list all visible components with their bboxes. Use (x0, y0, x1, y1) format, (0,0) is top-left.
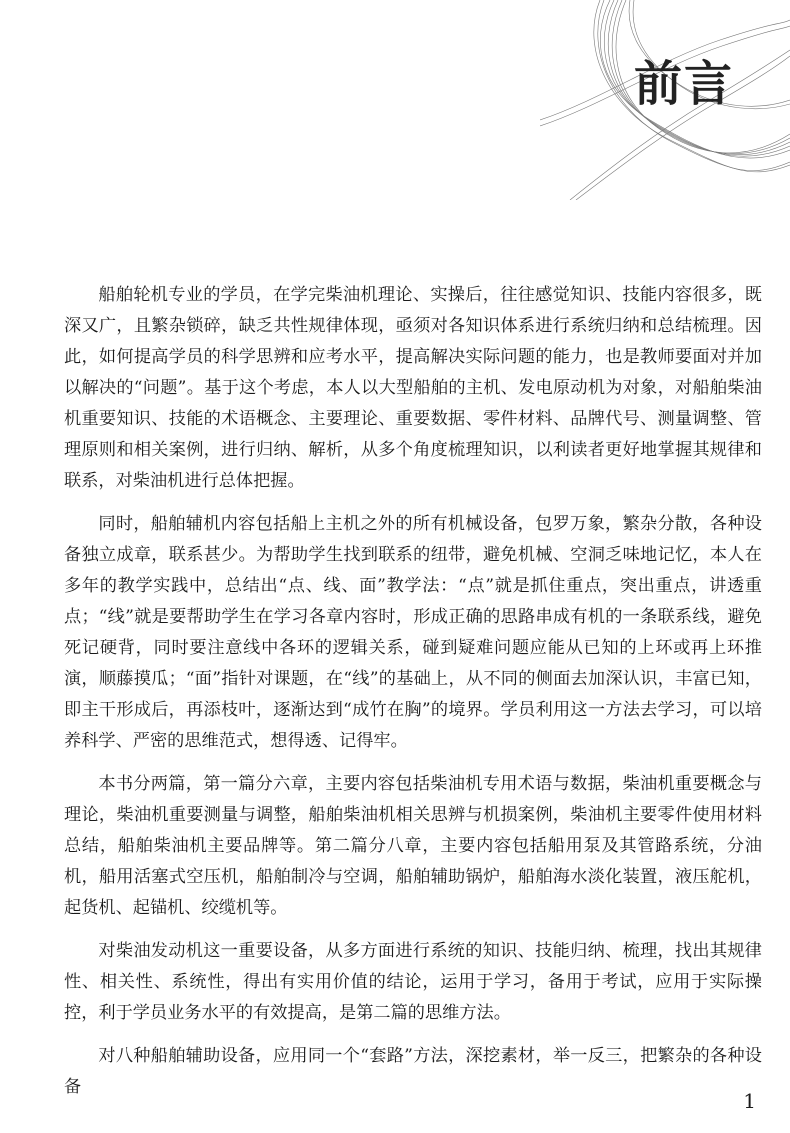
paragraph-2: 同时，船舶辅机内容包括船上主机之外的所有机械设备，包罗万象，繁杂分散，各种设备独立成章，联系甚少。为帮助学生找到联系的纽带，避免机械、空洞乏味地记忆，本人在多年的教学实践中，总结出“点、线、面”教学法：“点”就是抓住重点，突出重点，讲透重点；“线”就是要帮助学生在学习各章内容时，形成正确的思路串成有机的一条联系线，避免死记硬背，同时要注意线中各环的逻辑关系，碰到疑难问题应能从已知的上环或再上环推演，顺藤摸瓜；“面”指针对课题，在“线”的基础上，从不同的侧面去加深认识，丰富已知，即主干形成后，再添枝叶，逐渐达到“成竹在胸”的境界。学员利用这一方法去学习，可以培养科学、严密的思维范式，想得透、记得牢。 (64, 514, 762, 751)
paragraph-4: 对柴油发动机这一重要设备，从多方面进行系统的知识、技能归纳、梳理，找出其规律性、相关性、系统性，得出有实用价值的结论，运用于学习，备用于考试，应用于实际操控，利于学员业务水平的有效提高，是第二篇的思维方法。 (64, 941, 762, 1023)
paragraph-1: 船舶轮机专业的学员，在学完柴油机理论、实操后，往往感觉知识、技能内容很多，既深又广，且繁杂锁碎，缺乏共性规律体现，亟须对各知识体系进行系统归纳和总结梳理。因此，如何提高学员的科学思辨和应考水平，提高解决实际问题的能力，也是教师要面对并加以解决的“问题”。基于这个考虑，本人以大型船舶的主机、发电原动机为对象，对船舶柴油机重要知识、技能的术语概念、主要理论、重要数据、零件材料、品牌代号、测量调整、管理原则和相关案例，进行归纳、解析，从多个角度梳理知识，以利读者更好地掌握其规律和联系，对柴油机进行总体把握。 (64, 285, 762, 491)
page-number: 1 (743, 1089, 756, 1113)
page-title: 前言 (634, 56, 735, 112)
preface-body (64, 280, 762, 1115)
paragraph-5: 对八种船舶辅助设备，应用同一个“套路”方法，深挖素材，举一反三，把繁杂的各种设备 (64, 1046, 762, 1097)
paragraph-3: 本书分两篇，第一篇分六章，主要内容包括柴油机专用术语与数据，柴油机重要概念与理论，柴油机重要测量与调整，船舶柴油机相关思辨与机损案例，柴油机主要零件使用材料总结，船舶柴油机主要品牌等。第二篇分八章，主要内容包括船用泵及其管路系统，分油机，船用活塞式空压机，船舶制冷与空调，船舶辅助锅炉，船舶海水淡化装置，液压舵机，起货机、起锚机、绞缆机等。 (64, 774, 762, 918)
